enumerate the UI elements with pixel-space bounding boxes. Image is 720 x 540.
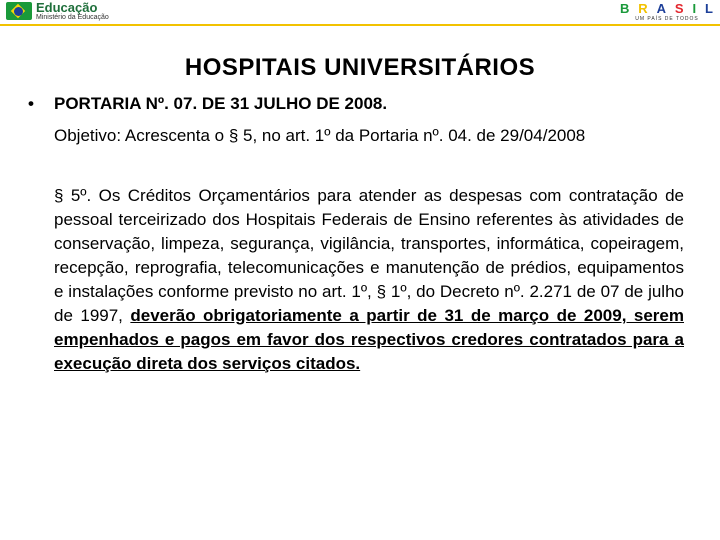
paragraph-plain-text: § 5º. Os Créditos Orçamentários para atender as despesas com contratação de pessoal terceirizado dos Hospitais Federais de Ensino referentes às atividades de conservação, limpeza, segurança, vigilância, transportes, informática, copeiragem, recepção, reprografia, telecomunicações e manutenção de prédios, equipamentos e instalações conforme previsto no art. 1º, § 1º, do Decreto nº. 2.271 de 07 de julho de 1997, <box>54 186 684 325</box>
header-divider <box>0 24 720 26</box>
brasil-government-logo[interactable] <box>620 1 714 23</box>
brasil-letter: R <box>638 0 649 16</box>
bullet-text: PORTARIA Nº. 07. DE 31 JULHO DE 2008. <box>54 94 388 113</box>
brasil-tagline: UM PAÍS DE TODOS <box>635 16 699 22</box>
header-bar <box>0 0 720 24</box>
brasil-letter: S <box>674 0 685 16</box>
brasil-letter: L <box>705 0 714 16</box>
brasil-letter: I <box>692 0 698 16</box>
brasil-letter: B <box>620 0 631 16</box>
logo-title: Educação <box>36 0 98 15</box>
brazil-flag-icon <box>6 2 32 20</box>
bullet-item <box>28 94 708 114</box>
logo-subtitle: Ministério da Educação <box>36 14 109 21</box>
objective-text: Objetivo: Acrescenta o § 5, no art. 1º da Portaria nº. 04. de 29/04/2008 <box>54 126 586 145</box>
education-ministry-logo[interactable] <box>6 1 156 23</box>
brasil-wordmark <box>620 1 714 15</box>
brasil-letter: A <box>656 0 667 16</box>
paragraph-emphasis-text: deverão obrigatoriamente a partir de 31 de março de 2009, serem empenhados e pagos em favor dos respectivos credores contratados para a execução direta dos serviços citados. <box>54 306 684 373</box>
body-paragraph <box>54 184 684 376</box>
bullet-marker: • <box>28 94 34 113</box>
slide-title: HOSPITAIS UNIVERSITÁRIOS <box>184 54 536 81</box>
